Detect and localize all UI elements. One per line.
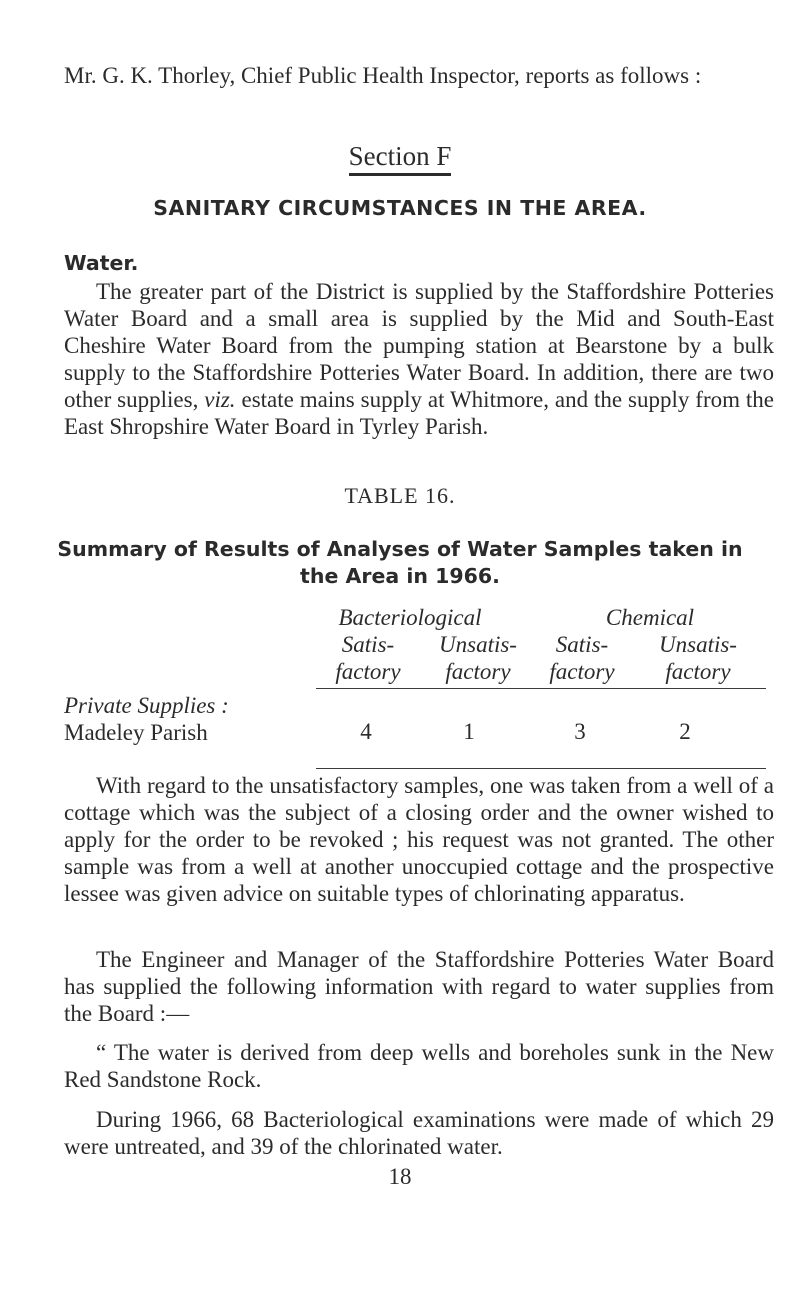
col-bact-satisfactory [326, 631, 410, 685]
water-paragraph [64, 278, 774, 440]
header-bacteriological: Bacteriological [338, 605, 482, 630]
col-bact-satis-line1: Satis- [341, 632, 395, 657]
col-chem-satisfactory [540, 631, 624, 685]
engineer-paragraph: The Engineer and Manager of the Staffordshire Potteries Water Board has supplied the following information with regard to water supplies from the Board :— [64, 947, 774, 1026]
value-bact-unsatisfactory: 1 [463, 719, 475, 744]
page-number: 18 [388, 1164, 412, 1189]
col-chem-unsatis-line2: factory [665, 659, 731, 684]
water-paragraph-end: estate mains supply at Whitmore, and the supply from the East Shropshire Water Board in Tyrley Parish. [64, 387, 775, 439]
water-paragraph-text: The greater part of the District is supplied by the Staffordshire Potteries Water Board and a small area is supplied by the Mid and South-East Cheshire Water Board from the pumping station at Bearstone by a bulk supply to the Staffordshire Potteries Water Board. In addition, there are two other supplies, [64, 279, 774, 412]
table-caption-line1: Summary of Results of Analyses of Water Samples taken in [57, 537, 743, 561]
viz-abbrev: viz. [204, 387, 236, 412]
section-title-text: Section F [349, 140, 452, 176]
table-top-rule [316, 688, 766, 689]
section-subtitle: SANITARY CIRCUMSTANCES IN THE AREA. [153, 196, 647, 220]
col-chem-unsatisfactory [644, 631, 752, 685]
value-chem-unsatisfactory: 2 [679, 719, 691, 744]
quote-paragraph: “ The water is derived from deep wells and boreholes sunk in the New Red Sandstone Rock. [64, 1040, 774, 1092]
col-bact-unsatisfactory [424, 631, 532, 685]
value-bact-satisfactory: 4 [360, 719, 372, 744]
table-caption-line2: the Area in 1966. [300, 564, 500, 588]
water-heading: Water. [64, 251, 139, 275]
table-caption [0, 536, 800, 590]
examinations-paragraph: During 1966, 68 Bacteriological examinations were made of which 29 were untreated, and 39 of the chlorinated water. [64, 1107, 774, 1159]
table-bottom-rule [316, 768, 766, 769]
col-chem-satis-line2: factory [549, 659, 615, 684]
row-label: Madeley Parish [64, 720, 208, 745]
intro-line: Mr. G. K. Thorley, Chief Public Health Inspector, reports as follows : [64, 63, 702, 88]
col-bact-unsatis-line1: Unsatis- [439, 632, 517, 657]
table-label: TABLE 16. [344, 483, 456, 508]
col-chem-satis-line1: Satis- [555, 632, 609, 657]
col-bact-satis-line2: factory [335, 659, 401, 684]
row-group-label: Private Supplies : [64, 693, 229, 718]
unsatisfactory-paragraph: With regard to the unsatisfactory samples, one was taken from a well of a cottage which was the subject of a closing order and the owner wished to apply for the order to be revoked ; his request was not granted. The other sample was from a well at another unoccupied cottage and the prospective lessee was given advice on suitable types of chlorinating apparatus. [64, 773, 774, 906]
section-title [0, 140, 800, 176]
value-chem-satisfactory: 3 [574, 719, 586, 744]
col-bact-unsatis-line2: factory [445, 659, 511, 684]
header-chemical: Chemical [605, 605, 695, 630]
col-chem-unsatis-line1: Unsatis- [659, 632, 737, 657]
